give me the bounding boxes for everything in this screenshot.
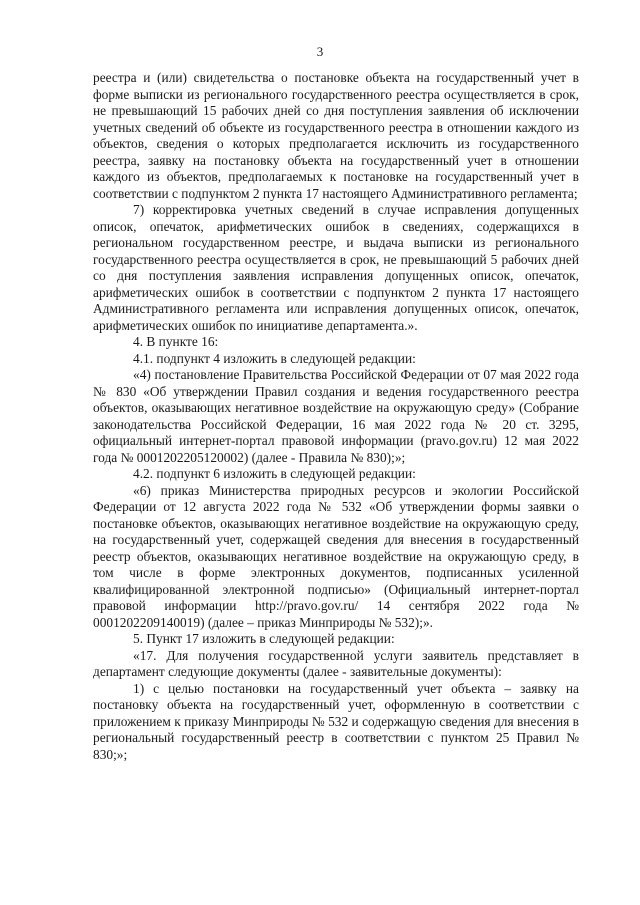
paragraph-item-7: 7) корректировка учетных сведений в случае исправления допущенных описок, опечаток, арифметических ошибок в сведениях, содержащихся в региональном государственном реестре, и выдача выписки из регионального государственного реестра осуществляется в срок, не превышающий 5 рабочих дней со дня поступления заявления исправления допущенных описок, опечаток, арифметических ошибок в соответствии с подпунктом 2 пункта 17 настоящего Административного регламента или исправления допущенных описок, опечаток, арифметических ошибок по инициативе департамента.». [93, 202, 579, 333]
paragraph-subitem-4: «4) постановление Правительства Российской Федерации от 07 мая 2022 года № 830 «Об утверждении Правил создания и ведения государственного реестра объектов, оказывающих негативное воздействие на окружающую среду» (Собрание законодательства Российской Федерации, 16 мая 2022 года № 20 ст. 3295, официальный интернет-портал правовой информации (pravo.gov.ru) 12 мая 2022 года № 0001202205120002) (далее - Правила № 830);»; [93, 367, 579, 465]
paragraph-point-17: «17. Для получения государственной услуги заявитель представляет в департамент следующие документы (далее - заявительные документы): [93, 647, 579, 679]
paragraph-point-5: 5. Пункт 17 изложить в следующей редакции: [133, 631, 395, 646]
paragraph-subitem-6: «6) приказ Министерства природных ресурсов и экологии Российской Федерации от 12 августа 2022 года № 532 «Об утверждении формы заявки о постановке объектов, оказывающих негативное воздействие на окружающую среду, на государственный учет, содержащей сведения для внесения в государственный реестр объектов, оказывающих негативное воздействие на окружающую среду, в том числе в форме электронных документов, подписанных усиленной квалифицированной электронной подписью» (Официальный интернет-портал правовой информации http://pravo.gov.ru/ 14 сентября 2022 года № 0001202209140019) (далее – приказ Минприроды № 532);». [93, 482, 579, 630]
document-body [93, 70, 579, 763]
paragraph-17-item-1: 1) с целью постановки на государственный учет объекта – заявку на постановку объекта на государственный учет, оформленную в соответствии с приложением к приказу Минприроды № 532 и содержащую сведения для внесения в региональный государственный реестр в соответствии с пунктом 25 Правил № 830;»; [93, 680, 579, 762]
paragraph-4-2: 4.2. подпункт 6 изложить в следующей редакции: [133, 466, 416, 481]
page-number: 3 [316, 44, 324, 59]
paragraph-4-1: 4.1. подпункт 4 изложить в следующей редакции: [133, 350, 416, 366]
paragraph-continuation: реестра и (или) свидетельства о постановке объекта на государственный учет в форме выписки из регионального государственного реестра осуществляется в срок, не превышающий 15 рабочих дней со дня поступления заявления об исключении учетных сведений об объекте из государственного реестра в отношении каждого из объектов, сведения о которых предполагается исключить из государственного реестра, заявку на постановку объекта на государственный учет в отношении каждого из объектов, предполагаемых к постановке на государственный учет в соответствии с подпунктом 2 пункта 17 настоящего Административного регламента; [93, 70, 579, 201]
paragraph-point-4: 4. В пункте 16: [133, 334, 219, 349]
